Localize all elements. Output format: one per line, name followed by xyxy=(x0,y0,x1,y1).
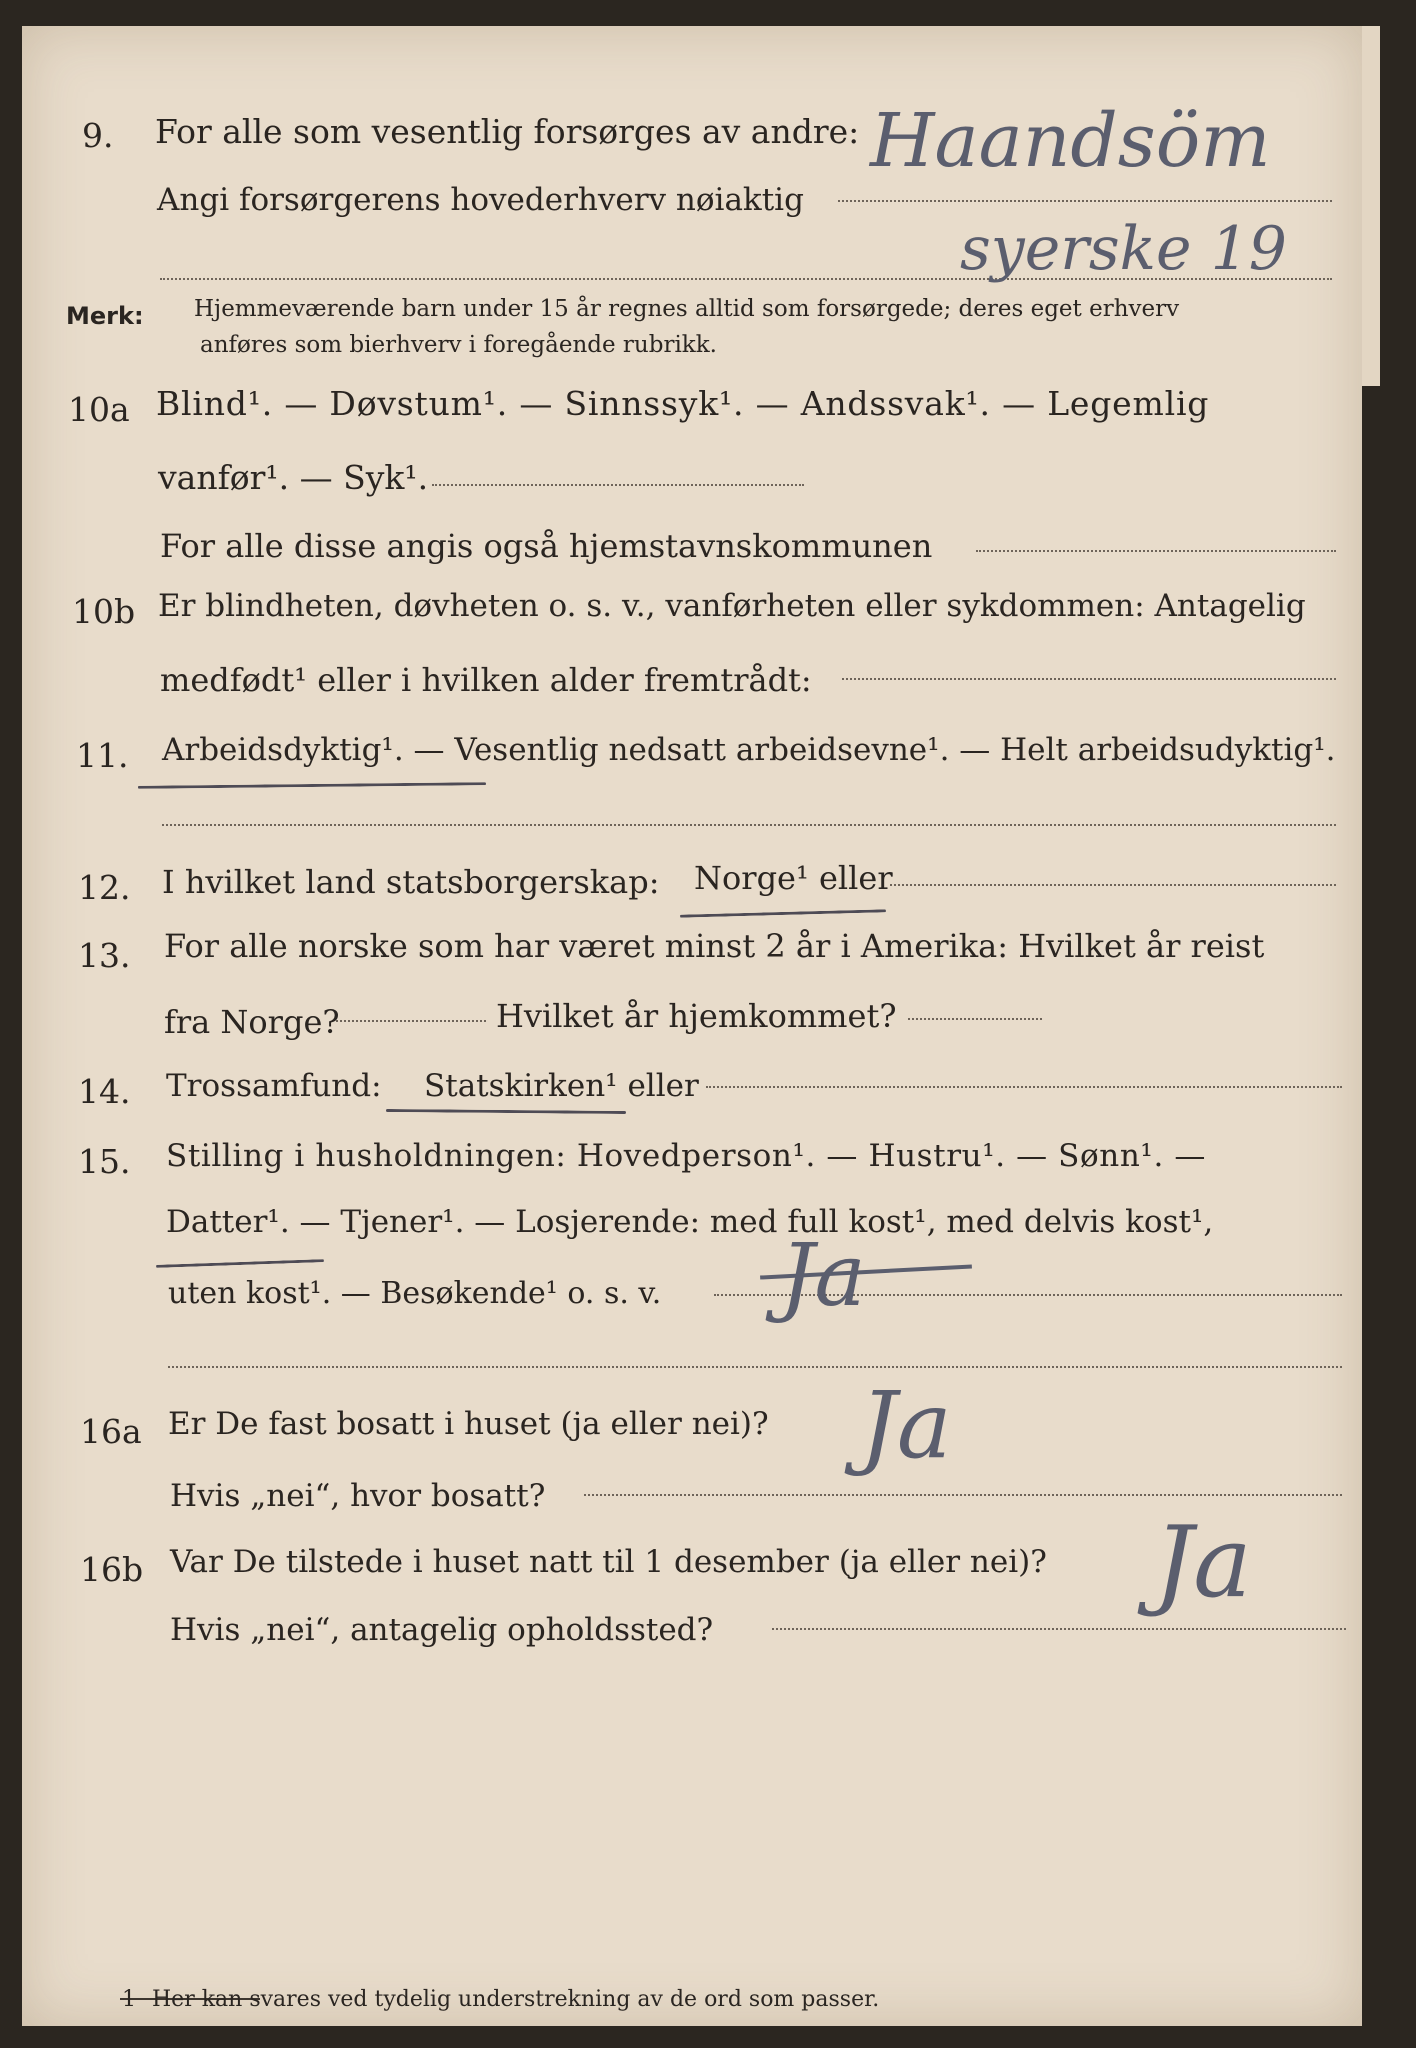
q16b-line2: Hvis „nei“, antagelig opholdssted? xyxy=(170,1612,714,1648)
q14-option: Statskirken¹ eller xyxy=(424,1068,699,1104)
q15-line1: Stilling i husholdningen: Hovedperson¹. — Hustru¹. — Sønn¹. — xyxy=(166,1138,1206,1174)
q15-line2: Datter¹. — Tjener¹. — Losjerende: med full kost¹, med delvis kost¹, xyxy=(166,1204,1214,1240)
note-label: Merk: xyxy=(66,302,144,330)
q13-year-left-line xyxy=(336,1020,486,1022)
q13-year-returned-line xyxy=(908,1018,1042,1020)
q15-number: 15. xyxy=(78,1142,131,1181)
footnote-mark: 1 xyxy=(122,1987,136,2012)
q14-label: Trossamfund: xyxy=(166,1068,382,1104)
q10a-commune-line xyxy=(976,550,1336,552)
q12-option: Norge¹ eller xyxy=(694,859,893,897)
q15-extra-line xyxy=(168,1366,1342,1368)
q16b-whereabouts-line xyxy=(772,1628,1346,1630)
q11-extra-line xyxy=(162,824,1336,826)
q10a-answer-line xyxy=(432,484,804,486)
q10b-line2: medfødt¹ eller i hvilken alder fremtrådt: xyxy=(160,661,812,699)
q16b-handwritten-answer: Ja xyxy=(1154,1506,1252,1620)
q9-line2: Angi forsørgerens hovederhverv nøiaktig xyxy=(157,182,804,218)
q15-handwritten-answer: Ja xyxy=(780,1226,866,1326)
q15-line3: uten kost¹. — Besøkende¹ o. s. v. xyxy=(168,1276,662,1311)
q13-line2b: Hvilket år hjemkommet? xyxy=(496,997,897,1035)
q16a-residence-line xyxy=(584,1494,1342,1496)
q9-answer-line xyxy=(838,200,1332,202)
q12-line1: I hvilket land statsborgerskap: xyxy=(162,863,660,901)
q9-line1: For alle som vesentlig forsørges av andre: xyxy=(155,112,860,151)
q9-handwritten-answer-2: syerske 19 xyxy=(960,214,1287,284)
q12-answer-line xyxy=(890,884,1336,886)
note-line1: Hjemmeværende barn under 15 år regnes alltid som forsørgede; deres eget erhverv xyxy=(194,296,1180,322)
q16b-number: 16b xyxy=(80,1550,144,1589)
q12-number: 12. xyxy=(78,868,131,907)
q13-line2a: fra Norge? xyxy=(164,1003,340,1041)
paper-edge-tab xyxy=(1362,26,1380,386)
q10a-line2: vanfør¹. — Syk¹. xyxy=(158,458,429,497)
q10a-number: 10a xyxy=(68,390,130,429)
q9-number: 9. xyxy=(82,116,114,155)
q16a-handwritten-answer: Ja xyxy=(860,1372,952,1479)
footnote-text: Her kan svares ved tydelig understrekning av de ord som passer. xyxy=(152,1987,880,2012)
q16b-line1: Var De tilstede i huset natt til 1 desember (ja eller nei)? xyxy=(170,1544,1047,1580)
q11-number: 11. xyxy=(76,736,129,775)
q10b-number: 10b xyxy=(72,592,136,631)
q16a-line1: Er De fast bosatt i huset (ja eller nei)? xyxy=(168,1406,769,1442)
q11-line1: Arbeidsdyktig¹. — Vesentlig nedsatt arbeidsevne¹. — Helt arbeidsudyktig¹. xyxy=(162,732,1336,768)
q16a-line2: Hvis „nei“, hvor bosatt? xyxy=(170,1478,546,1514)
q13-line1: For alle norske som har været minst 2 år i Amerika: Hvilket år reist xyxy=(164,927,1265,965)
q9-handwritten-answer: Haandsöm xyxy=(870,98,1271,184)
q13-number: 13. xyxy=(78,936,131,975)
q10a-line1: Blind¹. — Døvstum¹. — Sinnssyk¹. — Andssvak¹. — Legemlig xyxy=(156,384,1210,423)
q10b-line1: Er blindheten, døvheten o. s. v., vanførheten eller sykdommen: Antagelig xyxy=(158,588,1306,624)
q14-answer-line xyxy=(706,1086,1342,1088)
q10b-answer-line xyxy=(842,678,1336,680)
q10a-line3: For alle disse angis også hjemstavnskommunen xyxy=(160,527,933,565)
q14-number: 14. xyxy=(78,1072,131,1111)
note-line2: anføres som bierhverv i foregående rubrikk. xyxy=(200,332,717,358)
q16a-number: 16a xyxy=(80,1412,142,1451)
